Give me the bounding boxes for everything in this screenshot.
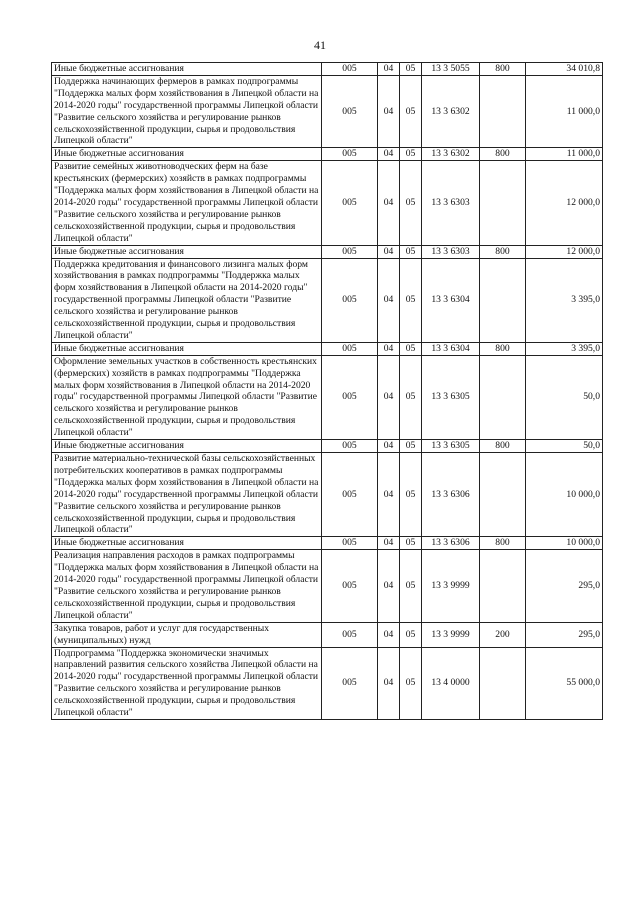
row-section-cell: 04 — [378, 550, 400, 622]
row-subsection-cell: 05 — [400, 75, 422, 147]
row-name-cell: Иные бюджетные ассигнования — [52, 440, 322, 453]
row-target-article-cell: 13 3 9999 — [422, 622, 480, 647]
table-row — [52, 75, 603, 147]
row-amount-cell: 10 000,0 — [526, 453, 603, 537]
row-target-article-cell: 13 3 6302 — [422, 75, 480, 147]
row-expense-type-cell: 200 — [480, 622, 526, 647]
row-name-cell: Реализация направления расходов в рамках подпрограммы "Поддержка малых форм хозяйствования в Липецкой области на 2014-2020 годы" государственной программы Липецкой области "Развитие сельского хозяйства и регулирование рынков сельскохозяйственной продукции, сырья и продовольствия Липецкой области" — [52, 550, 322, 622]
row-name-cell: Оформление земельных участков в собственность крестьянских (фермерских) хозяйств в рамках подпрограммы "Поддержка малых форм хозяйствования в Липецкой области на 2014-2020 годы" государственной программы Липецкой области "Развитие сельского хозяйства и регулирование рынков сельскохозяйственной продукции, сырья и продовольствия Липецкой области" — [52, 355, 322, 439]
row-expense-type-cell: 800 — [480, 440, 526, 453]
budget-table — [51, 62, 603, 720]
row-target-article-cell: 13 3 6304 — [422, 258, 480, 342]
row-amount-cell: 295,0 — [526, 622, 603, 647]
table-row — [52, 245, 603, 258]
row-section-cell: 04 — [378, 537, 400, 550]
row-target-article-cell: 13 3 6302 — [422, 148, 480, 161]
row-amount-cell: 295,0 — [526, 550, 603, 622]
row-expense-type-cell — [480, 258, 526, 342]
row-ved-code-cell: 005 — [322, 440, 378, 453]
row-amount-cell: 3 395,0 — [526, 342, 603, 355]
row-expense-type-cell — [480, 75, 526, 147]
row-section-cell: 04 — [378, 453, 400, 537]
row-ved-code-cell: 005 — [322, 355, 378, 439]
row-name-cell: Развитие материально-технической базы сельскохозяйственных потребительских кооперативов в рамках подпрограммы "Поддержка малых форм хозяйствования в Липецкой области на 2014-2020 годы" государственной программы Липецкой области "Развитие сельского хозяйства и регулирование рынков сельскохозяйственной продукции, сырья и продовольствия Липецкой области" — [52, 453, 322, 537]
row-subsection-cell: 05 — [400, 440, 422, 453]
row-section-cell: 04 — [378, 647, 400, 719]
row-amount-cell: 10 000,0 — [526, 537, 603, 550]
row-subsection-cell: 05 — [400, 647, 422, 719]
row-target-article-cell: 13 3 6306 — [422, 453, 480, 537]
row-name-cell: Поддержка кредитования и финансового лизинга малых форм хозяйствования в рамках подпрограммы "Поддержка малых форм хозяйствования в Липецкой области на 2014-2020 годы" государственной программы Липецкой области "Развитие сельского хозяйства и регулирование рынков сельскохозяйственной продукции, сырья и продовольствия Липецкой области" — [52, 258, 322, 342]
row-subsection-cell: 05 — [400, 550, 422, 622]
row-ved-code-cell: 005 — [322, 622, 378, 647]
row-subsection-cell: 05 — [400, 161, 422, 245]
row-ved-code-cell: 005 — [322, 453, 378, 537]
row-ved-code-cell: 005 — [322, 537, 378, 550]
row-subsection-cell: 05 — [400, 537, 422, 550]
row-section-cell: 04 — [378, 440, 400, 453]
row-section-cell: 04 — [378, 148, 400, 161]
row-subsection-cell: 05 — [400, 453, 422, 537]
row-expense-type-cell: 800 — [480, 537, 526, 550]
row-target-article-cell: 13 3 6305 — [422, 355, 480, 439]
row-subsection-cell: 05 — [400, 355, 422, 439]
row-section-cell: 04 — [378, 258, 400, 342]
row-section-cell: 04 — [378, 75, 400, 147]
row-amount-cell: 12 000,0 — [526, 161, 603, 245]
row-target-article-cell: 13 3 6306 — [422, 537, 480, 550]
row-target-article-cell: 13 4 0000 — [422, 647, 480, 719]
row-name-cell: Иные бюджетные ассигнования — [52, 245, 322, 258]
row-subsection-cell: 05 — [400, 622, 422, 647]
row-section-cell: 04 — [378, 63, 400, 76]
row-expense-type-cell: 800 — [480, 342, 526, 355]
row-section-cell: 04 — [378, 342, 400, 355]
table-row — [52, 161, 603, 245]
table-row — [52, 342, 603, 355]
row-expense-type-cell: 800 — [480, 245, 526, 258]
row-name-cell: Развитие семейных животноводческих ферм на базе крестьянских (фермерских) хозяйств в рамках подпрограммы "Поддержка малых форм хозяйствования в Липецкой области на 2014-2020 годы" государственной программы Липецкой области "Развитие сельского хозяйства и регулирование рынков сельскохозяйственной продукции, сырья и продовольствия Липецкой области" — [52, 161, 322, 245]
table-row — [52, 355, 603, 439]
row-amount-cell: 34 010,8 — [526, 63, 603, 76]
table-row — [52, 622, 603, 647]
table-row — [52, 63, 603, 76]
row-ved-code-cell: 005 — [322, 258, 378, 342]
row-name-cell: Иные бюджетные ассигнования — [52, 537, 322, 550]
row-amount-cell: 50,0 — [526, 440, 603, 453]
table-row — [52, 550, 603, 622]
row-target-article-cell: 13 3 6305 — [422, 440, 480, 453]
row-name-cell: Подпрограмма "Поддержка экономически значимых направлений развития сельского хозяйства Липецкой области на 2014-2020 годы" государственной программы Липецкой области "Развитие сельского хозяйства и регулирование рынков сельскохозяйственной продукции, сырья и продовольствия Липецкой области" — [52, 647, 322, 719]
table-row — [52, 453, 603, 537]
table-row — [52, 148, 603, 161]
row-ved-code-cell: 005 — [322, 647, 378, 719]
table-row — [52, 537, 603, 550]
row-subsection-cell: 05 — [400, 245, 422, 258]
row-expense-type-cell — [480, 453, 526, 537]
row-target-article-cell: 13 3 6304 — [422, 342, 480, 355]
row-section-cell: 04 — [378, 355, 400, 439]
row-amount-cell: 3 395,0 — [526, 258, 603, 342]
row-section-cell: 04 — [378, 622, 400, 647]
row-ved-code-cell: 005 — [322, 550, 378, 622]
table-row — [52, 258, 603, 342]
row-subsection-cell: 05 — [400, 63, 422, 76]
row-expense-type-cell — [480, 161, 526, 245]
row-ved-code-cell: 005 — [322, 161, 378, 245]
row-ved-code-cell: 005 — [322, 342, 378, 355]
row-ved-code-cell: 005 — [322, 63, 378, 76]
row-name-cell: Иные бюджетные ассигнования — [52, 148, 322, 161]
row-expense-type-cell: 800 — [480, 63, 526, 76]
row-ved-code-cell: 005 — [322, 148, 378, 161]
row-amount-cell: 55 000,0 — [526, 647, 603, 719]
row-name-cell: Поддержка начинающих фермеров в рамках подпрограммы "Поддержка малых форм хозяйствования в Липецкой области на 2014-2020 годы" государственной программы Липецкой области "Развитие сельского хозяйства и регулирование рынков сельскохозяйственной продукции, сырья и продовольствия Липецкой области" — [52, 75, 322, 147]
row-amount-cell: 12 000,0 — [526, 245, 603, 258]
row-target-article-cell: 13 3 6303 — [422, 245, 480, 258]
row-ved-code-cell: 005 — [322, 75, 378, 147]
row-subsection-cell: 05 — [400, 148, 422, 161]
table-row — [52, 440, 603, 453]
row-expense-type-cell — [480, 550, 526, 622]
row-name-cell: Закупка товаров, работ и услуг для государственных (муниципальных) нужд — [52, 622, 322, 647]
page-number: 41 — [314, 38, 326, 52]
row-target-article-cell: 13 3 5055 — [422, 63, 480, 76]
row-target-article-cell: 13 3 6303 — [422, 161, 480, 245]
table-body — [52, 63, 603, 720]
row-amount-cell: 50,0 — [526, 355, 603, 439]
row-subsection-cell: 05 — [400, 342, 422, 355]
row-subsection-cell: 05 — [400, 258, 422, 342]
row-target-article-cell: 13 3 9999 — [422, 550, 480, 622]
row-expense-type-cell — [480, 355, 526, 439]
row-expense-type-cell: 800 — [480, 148, 526, 161]
row-section-cell: 04 — [378, 161, 400, 245]
row-amount-cell: 11 000,0 — [526, 148, 603, 161]
row-section-cell: 04 — [378, 245, 400, 258]
row-name-cell: Иные бюджетные ассигнования — [52, 342, 322, 355]
row-amount-cell: 11 000,0 — [526, 75, 603, 147]
table-row — [52, 647, 603, 719]
row-expense-type-cell — [480, 647, 526, 719]
row-ved-code-cell: 005 — [322, 245, 378, 258]
row-name-cell: Иные бюджетные ассигнования — [52, 63, 322, 76]
